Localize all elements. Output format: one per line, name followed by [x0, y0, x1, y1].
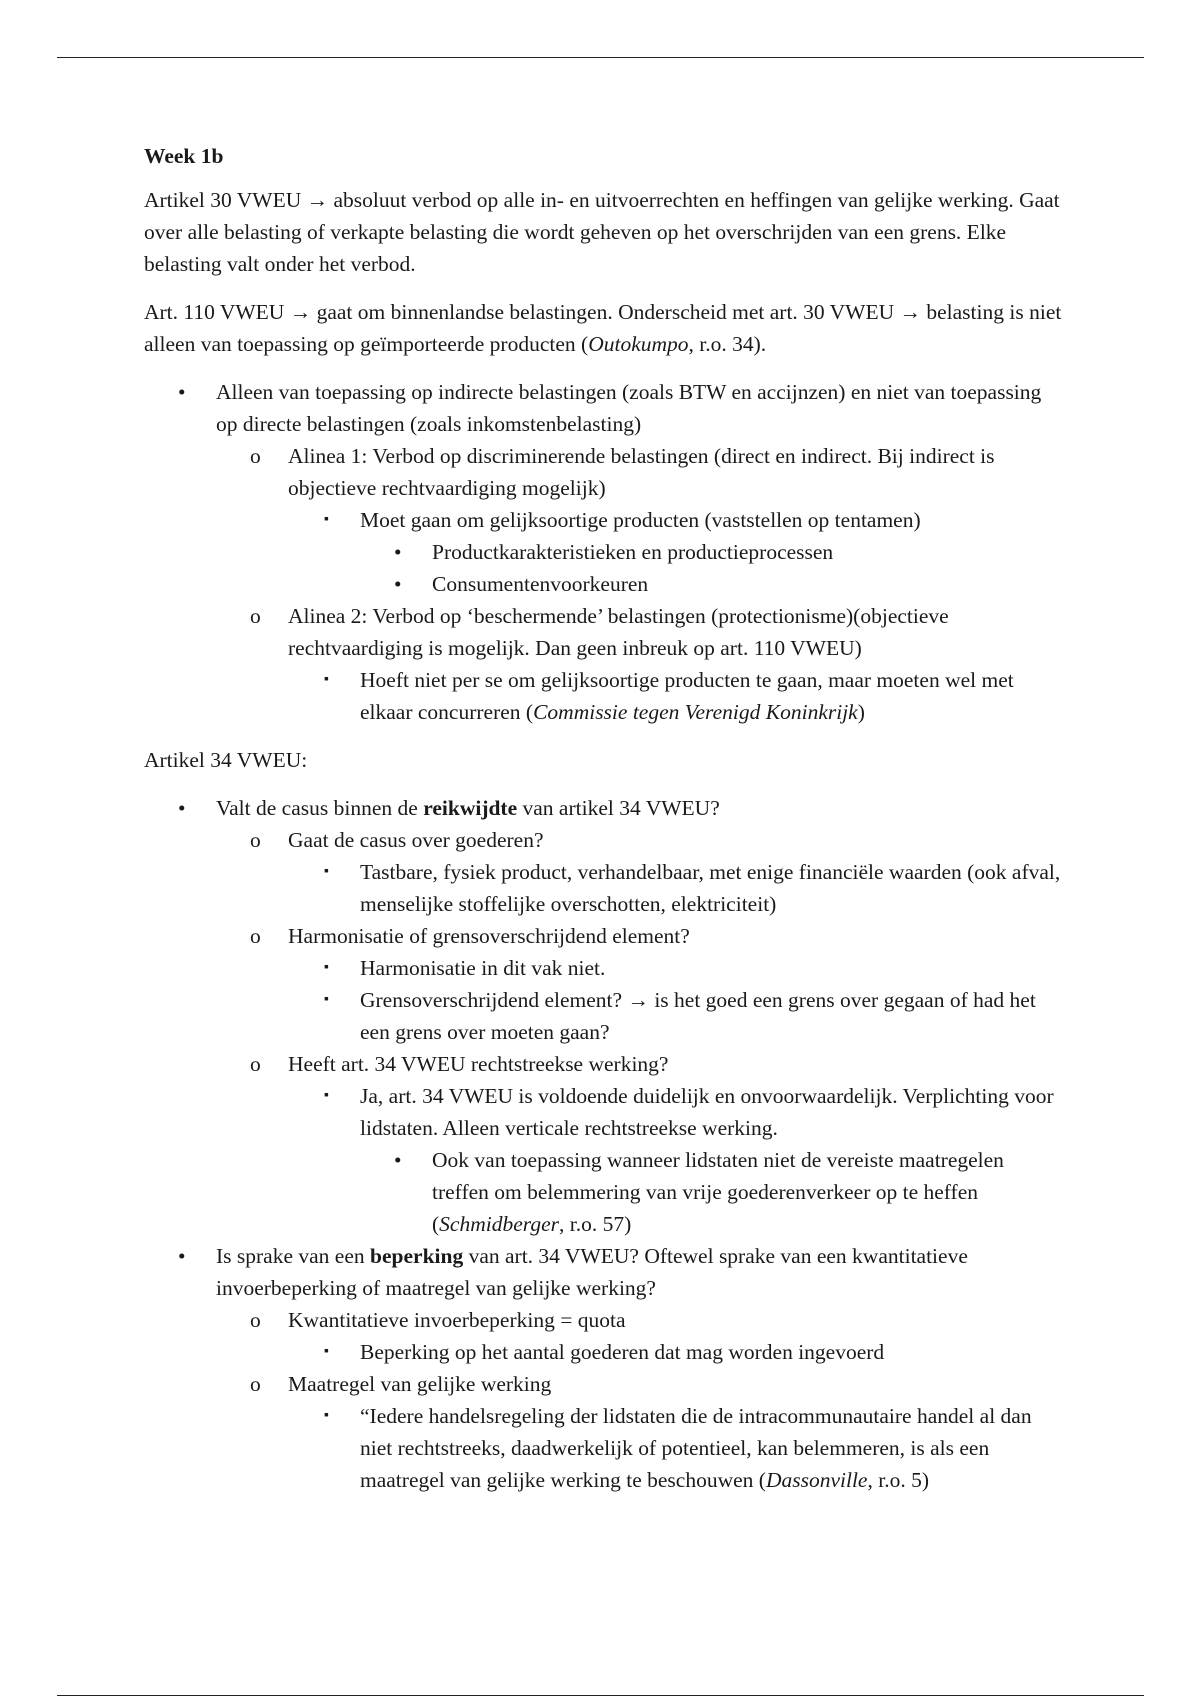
circle-bullet-icon: o	[250, 604, 261, 628]
square-bullet-icon: ▪	[324, 512, 329, 527]
list-item: • Productkarakteristieken en productieprocessen	[360, 536, 1064, 568]
case-name: Commissie tegen Verenigd Koninkrijk	[533, 700, 858, 724]
list-item: ▪ Tastbare, fysiek product, verhandelbaar, met enige financiële waarden (ook afval, menselijke stoffelijke overschotten, elektriciteit)	[288, 856, 1064, 920]
list-item: o Maatregel van gelijke werking ▪ “Iedere handelsregeling der lidstaten die de intracommunautaire handel al dan niet rechtstreeks, daadwerkelijk of potentieel, kan belemmeren, is als een maatregel van gelijke werking te beschouwen (Dassonville, r.o. 5)	[216, 1368, 1064, 1496]
list-item: ▪ Ja, art. 34 VWEU is voldoende duidelijk en onvoorwaardelijk. Verplichting voor lidstaten. Alleen verticale rechtstreekse werking. • Ook van toepassing wanneer lidstaten niet de vereiste maatregelen treffen om belemmering van vrije goederenverkeer op te heffen (Schmidberger, r.o. 57)	[288, 1080, 1064, 1240]
square-bullet-icon: ▪	[324, 672, 329, 687]
case-name: Outokumpo	[588, 332, 689, 356]
square-bullet-icon: ▪	[324, 1408, 329, 1423]
list-item: • Ook van toepassing wanneer lidstaten niet de vereiste maatregelen treffen om belemmering van vrije goederenverkeer op te heffen (Schmidberger, r.o. 57)	[360, 1144, 1064, 1240]
header-rule	[57, 57, 1144, 58]
list-item: • Consumentenvoorkeuren	[360, 568, 1064, 600]
list-item: ▪ Beperking op het aantal goederen dat mag worden ingevoerd	[288, 1336, 1064, 1368]
circle-bullet-icon: o	[250, 828, 261, 852]
circle-bullet-icon: o	[250, 1372, 261, 1396]
document-page	[144, 140, 1064, 1512]
list-item: • Alleen van toepassing op indirecte belastingen (zoals BTW en accijnzen) en niet van toepassing op directe belastingen (zoals inkomstenbelasting) o Alinea 1: Verbod op discriminerende belastingen (direct en indirect. Bij indirect is objectieve rechtvaardiging mogelijk) ▪ Moet gaan om gelijksoortige producten (vaststellen op tentamen) • Productkarakteristieken en productieprocessen • Consumentenvoorkeuren o Alinea 2: Verbod op ‘beschermende’ belastingen (protectionisme)(objectieve rechtvaardiging is mogelijk. Dan geen inbreuk op art. 110 VWEU) ▪ Hoeft niet per se om gelijksoortige producten te gaan, maar moeten wel met elkaar concurreren (Commissie tegen Verenigd Koninkrijk)	[144, 376, 1064, 728]
bullet-icon: •	[394, 1148, 402, 1172]
list-item: o Kwantitatieve invoerbeperking = quota ▪ Beperking op het aantal goederen dat mag worden ingevoerd	[216, 1304, 1064, 1368]
list-art34	[144, 792, 1064, 1496]
list-item: • Valt de casus binnen de reikwijdte van artikel 34 VWEU? o Gaat de casus over goederen? ▪ Tastbare, fysiek product, verhandelbaar, met enige financiële waarden (ook afval, menselijke stoffelijke overschotten, elektriciteit) o Harmonisatie of grensoverschrijdend element? ▪ Harmonisatie in dit vak niet. ▪ Grensoverschrijdend element? → is het goed een grens over gegaan of had het een grens over moeten gaan? o Heeft art. 34 VWEU rechtstreekse werking? ▪ Ja, art. 34 VWEU is voldoende duidelijk en onvoorwaardelijk. Verplichting voor lidstaten. Alleen verticale rechtstreekse werking. • Ook van toepassing wanneer lidstaten niet de vereiste maatregelen treffen om belemmering van vrije goederenverkeer op te heffen (Schmidberger, r.o. 57)	[144, 792, 1064, 1240]
list-item: o Alinea 2: Verbod op ‘beschermende’ belastingen (protectionisme)(objectieve rechtvaardiging is mogelijk. Dan geen inbreuk op art. 110 VWEU) ▪ Hoeft niet per se om gelijksoortige producten te gaan, maar moeten wel met elkaar concurreren (Commissie tegen Verenigd Koninkrijk)	[216, 600, 1064, 728]
list-item: ▪ Hoeft niet per se om gelijksoortige producten te gaan, maar moeten wel met elkaar concurreren (Commissie tegen Verenigd Koninkrijk)	[288, 664, 1064, 728]
circle-bullet-icon: o	[250, 444, 261, 468]
list-item: ▪ Moet gaan om gelijksoortige producten (vaststellen op tentamen) • Productkarakteristieken en productieprocessen • Consumentenvoorkeuren	[288, 504, 1064, 600]
circle-bullet-icon: o	[250, 924, 261, 948]
list-item: ▪ Grensoverschrijdend element? → is het goed een grens over gegaan of had het een grens over moeten gaan?	[288, 984, 1064, 1048]
list-art110	[144, 376, 1064, 728]
square-bullet-icon: ▪	[324, 960, 329, 975]
circle-bullet-icon: o	[250, 1052, 261, 1076]
bullet-icon: •	[178, 380, 186, 404]
list-item: o Harmonisatie of grensoverschrijdend element? ▪ Harmonisatie in dit vak niet. ▪ Grensoverschrijdend element? → is het goed een grens over gegaan of had het een grens over moeten gaan?	[216, 920, 1064, 1048]
square-bullet-icon: ▪	[324, 1088, 329, 1103]
list-item: o Heeft art. 34 VWEU rechtstreekse werking? ▪ Ja, art. 34 VWEU is voldoende duidelijk en onvoorwaardelijk. Verplichting voor lidstaten. Alleen verticale rechtstreekse werking. • Ook van toepassing wanneer lidstaten niet de vereiste maatregelen treffen om belemmering van vrije goederenverkeer op te heffen (Schmidberger, r.o. 57)	[216, 1048, 1064, 1240]
list-item: ▪ “Iedere handelsregeling der lidstaten die de intracommunautaire handel al dan niet rechtstreeks, daadwerkelijk of potentieel, kan belemmeren, is als een maatregel van gelijke werking te beschouwen (Dassonville, r.o. 5)	[288, 1400, 1064, 1496]
list-item: o Gaat de casus over goederen? ▪ Tastbare, fysiek product, verhandelbaar, met enige financiële waarden (ook afval, menselijke stoffelijke overschotten, elektriciteit)	[216, 824, 1064, 920]
paragraph-art30: Artikel 30 VWEU → absoluut verbod op alle in- en uitvoerrechten en heffingen van gelijke werking. Gaat over alle belasting of verkapte belasting die wordt geheven op het overschrijden van een grens. Elke belasting valt onder het verbod.	[144, 188, 1060, 276]
page-title: Week 1b	[144, 144, 224, 168]
square-bullet-icon: ▪	[324, 992, 329, 1007]
list-item: o Alinea 1: Verbod op discriminerende belastingen (direct en indirect. Bij indirect is objectieve rechtvaardiging mogelijk) ▪ Moet gaan om gelijksoortige producten (vaststellen op tentamen) • Productkarakteristieken en productieprocessen • Consumentenvoorkeuren	[216, 440, 1064, 600]
case-name: Schmidberger	[439, 1212, 559, 1236]
list-item: • Is sprake van een beperking van art. 34 VWEU? Oftewel sprake van een kwantitatieve invoerbeperking of maatregel van gelijke werking? o Kwantitatieve invoerbeperking = quota ▪ Beperking op het aantal goederen dat mag worden ingevoerd o Maatregel van gelijke werking ▪ “Iedere handelsregeling der lidstaten die de intracommunautaire handel al dan niet rechtstreeks, daadwerkelijk of potentieel, kan belemmeren, is als een maatregel van gelijke werking te beschouwen (Dassonville, r.o. 5)	[144, 1240, 1064, 1496]
bullet-icon: •	[178, 796, 186, 820]
paragraph-art110: Art. 110 VWEU → gaat om binnenlandse belastingen. Onderscheid met art. 30 VWEU → belasting is niet alleen van toepassing op geïmporteerde producten (Outokumpo, r.o. 34).	[144, 300, 1062, 356]
bullet-icon: •	[394, 540, 402, 564]
square-bullet-icon: ▪	[324, 1344, 329, 1359]
bullet-icon: •	[394, 572, 402, 596]
paragraph-art34: Artikel 34 VWEU:	[144, 748, 308, 772]
list-item: ▪ Harmonisatie in dit vak niet.	[288, 952, 1064, 984]
circle-bullet-icon: o	[250, 1308, 261, 1332]
footer-rule	[57, 1695, 1144, 1696]
case-name: Dassonville	[765, 1468, 868, 1492]
square-bullet-icon: ▪	[324, 864, 329, 879]
bullet-icon: •	[178, 1244, 186, 1268]
